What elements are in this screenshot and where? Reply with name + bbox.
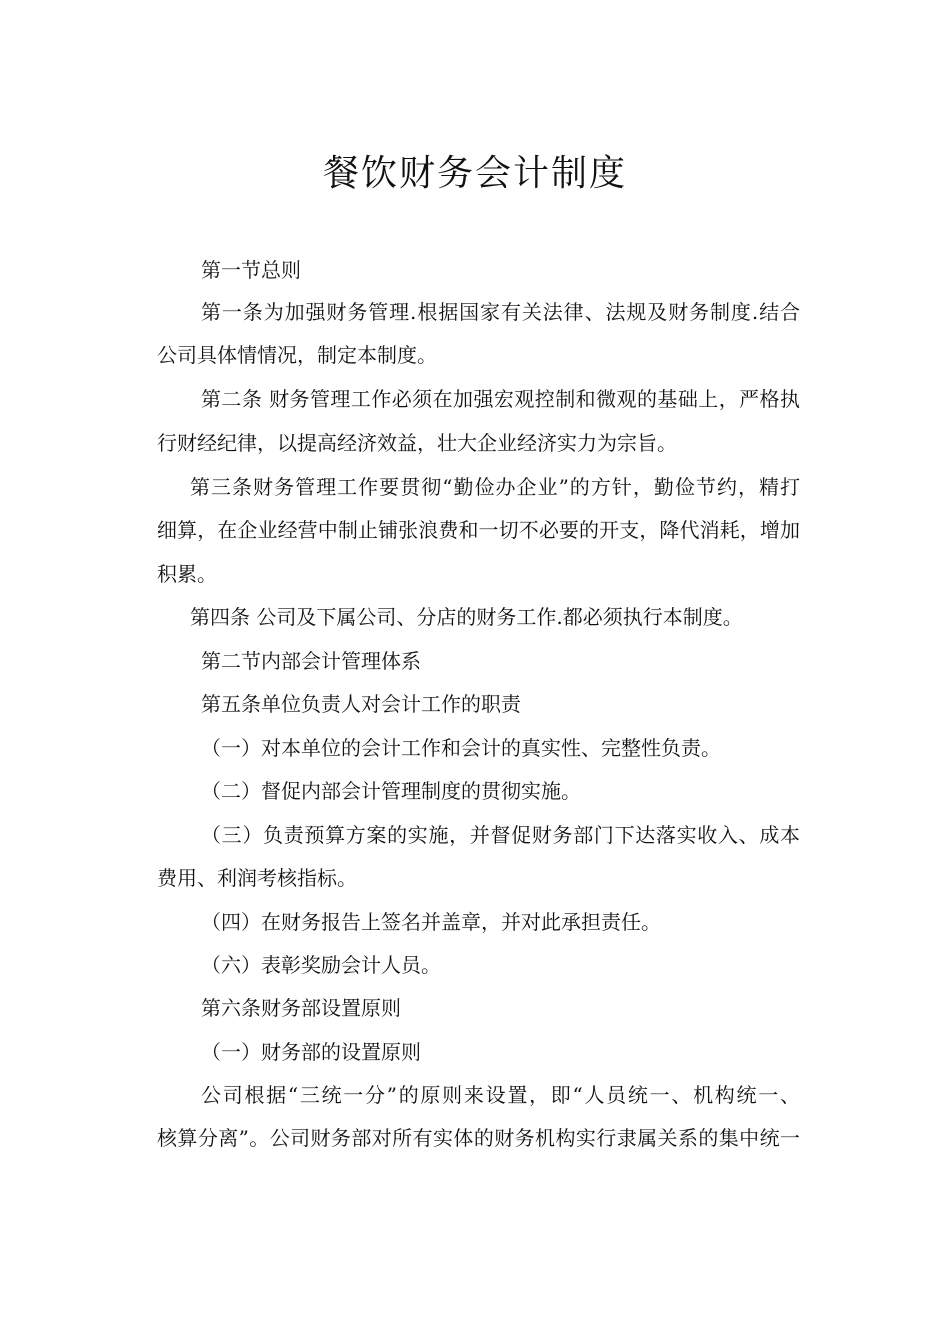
article-heading: 第六条财务部设置原则 [201,996,401,1020]
section-heading: 第二节内部会计管理体系 [201,649,421,673]
article-heading: 第五条单位负责人对会计工作的职责 [201,692,521,716]
document-title: 餐饮财务会计制度 [322,153,627,194]
section-heading: 第一节总则 [201,258,301,282]
list-item: （三）负责预算方案的实施，并督促财务部门下达落实收入、成本 [201,823,800,847]
list-item: （一）财务部的设置原则 [201,1040,421,1064]
paragraph-line: 核算分离”。公司财务部对所有实体的财务机构实行隶属关系的集中统一 [157,1126,800,1150]
paragraph-line: 第三条财务管理工作要贯彻“勤俭办企业”的方针，勤俭节约，精打 [190,475,800,499]
paragraph-line: 费用、利润考核指标。 [157,866,357,890]
paragraph-line: 公司具体情情况，制定本制度。 [157,343,437,367]
list-item: （二）督促内部会计管理制度的贯彻实施。 [201,779,581,803]
paragraph-line: 行财经纪律，以提高经济效益，壮大企业经济实力为宗旨。 [157,431,677,455]
paragraph-line: 第四条 公司及下属公司、分店的财务工作.都必须执行本制度。 [190,605,743,629]
paragraph-line: 细算，在企业经营中制止铺张浪费和一切不必要的开支，降代消耗，增加 [157,518,800,542]
list-item: （一）对本单位的会计工作和会计的真实性、完整性负责。 [201,736,721,760]
list-item: （六）表彰奖励会计人员。 [201,953,441,977]
list-item: （四）在财务报告上签名并盖章，并对此承担责任。 [201,910,661,934]
paragraph-line: 第二条 财务管理工作必须在加强宏观控制和微观的基础上，严格执 [201,387,800,411]
paragraph-line: 积累。 [157,562,217,586]
paragraph-line: 公司根据“三统一分”的原则来设置，即“人员统一、机构统一、 [201,1083,800,1107]
paragraph-line: 第一条为加强财务管理.根据国家有关法律、法规及财务制度.结合 [201,300,800,324]
